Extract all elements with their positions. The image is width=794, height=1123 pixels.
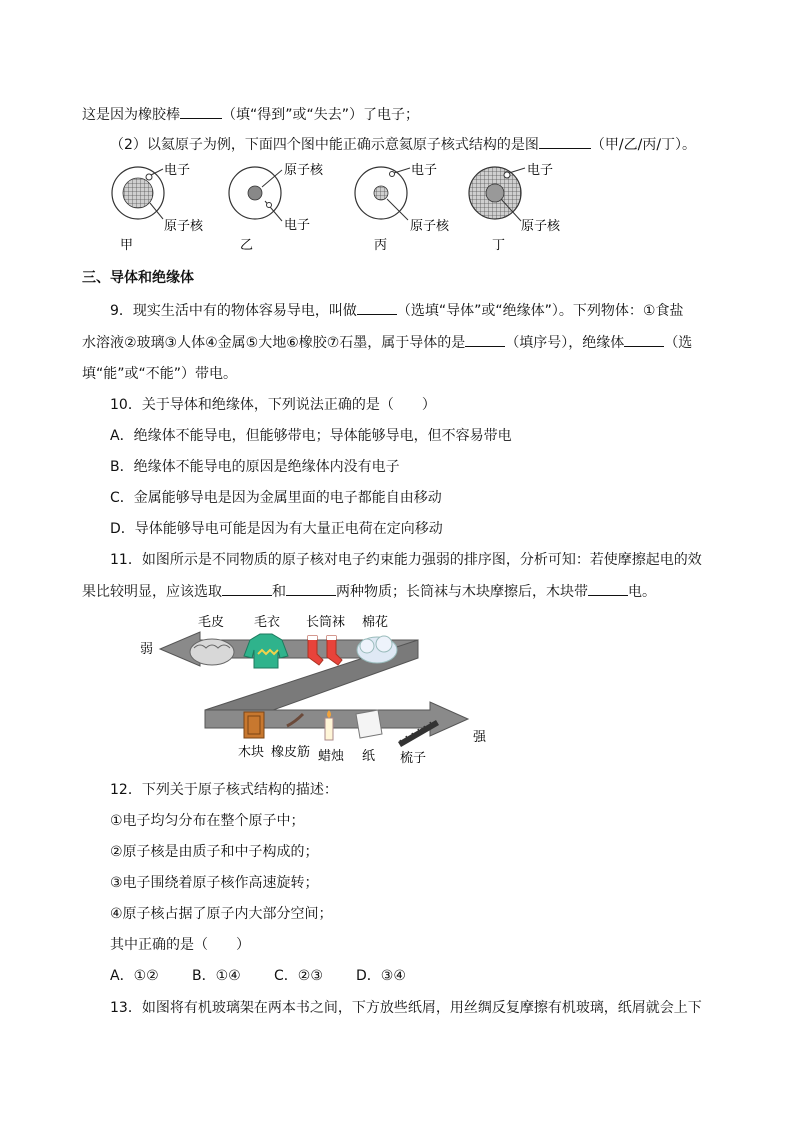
- q13-line1: 13．如图将有机玻璃架在两本书之间，下方放些纸屑，用丝绸反复摩擦有机玻璃，纸屑就会上下: [110, 1000, 702, 1016]
- text: 这是因为橡胶棒: [82, 107, 180, 123]
- text: （2）以氦原子为例，下面四个图中能正确示意氦原子核式结构的是图: [110, 137, 539, 153]
- cotton-icon: [357, 636, 397, 663]
- answer-blank[interactable]: [624, 332, 664, 347]
- q10-option-d[interactable]: D．导体能够导电可能是因为有大量正电荷在定向移动: [110, 521, 443, 537]
- answer-blank[interactable]: [357, 300, 397, 315]
- q12-statement: ②原子核是由质子和中子构成的；: [110, 844, 319, 860]
- atom-model-ding: [469, 162, 561, 253]
- electron-binding-ranking-figure: [0, 610, 794, 770]
- text: （填“得到”或“失去”）了电子；: [222, 107, 420, 123]
- figure-caption: 丙: [374, 238, 388, 253]
- q11-line2: [82, 581, 656, 602]
- electron-label: 电子: [411, 163, 438, 178]
- figure-caption: 丁: [492, 238, 506, 253]
- text: （甲/乙/丙/丁）。: [590, 137, 697, 153]
- q9-line1: [110, 300, 683, 321]
- q12-options: [110, 966, 438, 986]
- q10-stem: 10．关于导体和绝缘体，下列说法正确的是（ ）: [110, 397, 436, 413]
- text: 电。: [628, 584, 656, 600]
- atom-model-jia: [112, 162, 204, 253]
- q12-option-b[interactable]: B．①④: [192, 968, 241, 984]
- text: （选填“导体”或“绝缘体”）。下列物体：①食盐: [396, 303, 684, 319]
- q10-option-a[interactable]: A．绝缘体不能导电，但能够带电；导体能够导电，但不容易带电: [110, 428, 512, 444]
- atom-model-yi: [229, 162, 324, 253]
- top-item-label: 毛衣: [254, 615, 281, 630]
- q10-option-b[interactable]: B．绝缘体不能导电的原因是绝缘体内没有电子: [110, 459, 400, 475]
- q9-line2: [82, 332, 692, 353]
- weak-label: 弱: [140, 642, 154, 657]
- q12-question: 其中正确的是（ ）: [110, 937, 250, 953]
- text: （填序号），绝缘体: [505, 335, 625, 351]
- paper-icon: [356, 710, 382, 738]
- bottom-item-label: 橡皮筋: [271, 745, 311, 760]
- fur-icon: [190, 639, 234, 665]
- nucleus-label: 原子核: [284, 163, 324, 178]
- answer-blank[interactable]: [539, 134, 591, 149]
- electron-label: 电子: [527, 163, 554, 178]
- top-item-label: 棉花: [362, 615, 389, 630]
- atom-models-figure: [0, 155, 794, 255]
- q12-stem: 12．下列关于原子核式结构的描述：: [110, 782, 338, 798]
- top-item-label: 毛皮: [198, 615, 225, 630]
- text: 水溶液②玻璃③人体④金属⑤大地⑥橡胶⑦石墨，属于导体的是: [82, 335, 466, 351]
- q11-line1: 11．如图所示是不同物质的原子核对电子约束能力强弱的排序图，分析可知：若使摩擦起电的效: [110, 552, 702, 568]
- nucleus-label: 原子核: [164, 219, 204, 234]
- q12-statement: ①电子均匀分布在整个原子中；: [110, 813, 305, 829]
- answer-blank[interactable]: [588, 581, 628, 596]
- q12-statement: ④原子核占据了原子内大部分空间；: [110, 906, 333, 922]
- answer-blank[interactable]: [286, 581, 336, 596]
- text: 果比较明显，应该选取: [82, 584, 222, 600]
- wood-block-icon: [244, 712, 264, 738]
- nucleus-label: 原子核: [410, 219, 450, 234]
- electron-label: 电子: [284, 218, 311, 233]
- bottom-item-label: 木块: [238, 745, 265, 760]
- q8-continuation-line: [82, 104, 419, 125]
- bottom-item-label: 纸: [362, 749, 376, 764]
- q8-part2-line: [110, 134, 696, 155]
- answer-blank[interactable]: [465, 332, 505, 347]
- answer-blank[interactable]: [180, 104, 222, 119]
- text: （选: [664, 335, 693, 351]
- figure-caption: 甲: [120, 238, 134, 253]
- q10-option-c[interactable]: C．金属能够导电是因为金属里面的电子都能自由移动: [110, 490, 442, 506]
- q9-line3: 填“能”或“不能”）带电。: [82, 366, 238, 382]
- q12-statement: ③电子围绕着原子核作高速旋转；: [110, 875, 319, 891]
- strong-label: 强: [473, 730, 487, 745]
- sweater-icon: [244, 634, 288, 668]
- bottom-item-label: 蜡烛: [318, 749, 345, 764]
- atom-model-bing: [355, 162, 450, 253]
- text: 和: [272, 584, 286, 600]
- section-heading: 三、导体和绝缘体: [82, 270, 194, 286]
- bottom-item-label: 梳子: [400, 751, 427, 766]
- answer-blank[interactable]: [222, 581, 272, 596]
- top-item-label: 长筒袜: [306, 615, 346, 630]
- text: 9．现实生活中有的物体容易导电，叫做: [110, 303, 357, 319]
- q12-option-a[interactable]: A．①②: [110, 968, 159, 984]
- q12-option-d[interactable]: D．③④: [356, 968, 406, 984]
- nucleus-label: 原子核: [521, 219, 561, 234]
- electron-label: 电子: [164, 163, 191, 178]
- q12-option-c[interactable]: C．②③: [274, 968, 323, 984]
- text: 两种物质；长筒袜与木块摩擦后，木块带: [336, 584, 588, 600]
- figure-caption: 乙: [240, 238, 254, 253]
